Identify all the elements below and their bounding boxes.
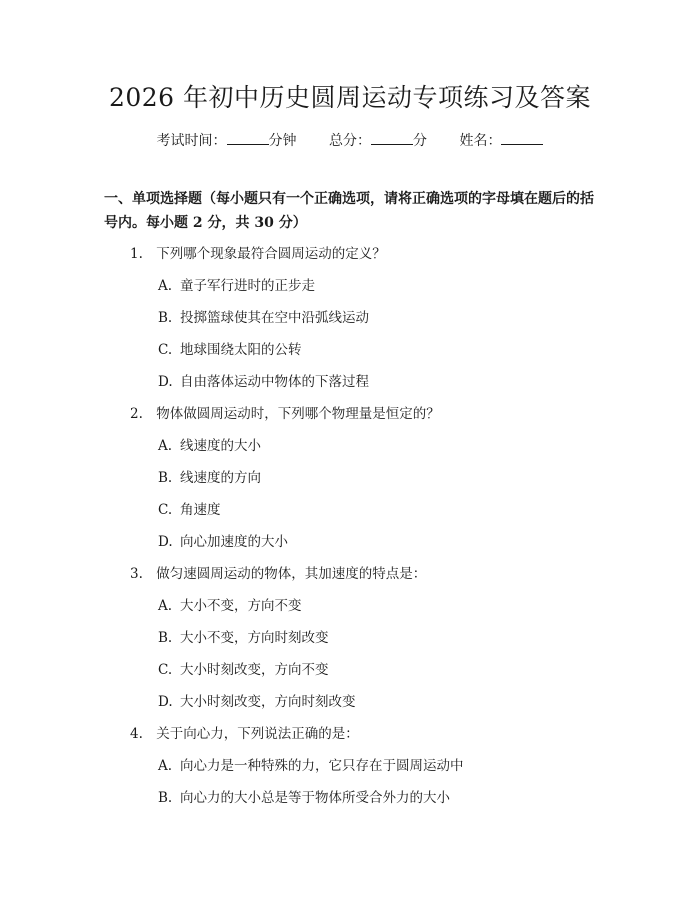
option-text: 投掷篮球使其在空中沿弧线运动 — [180, 310, 369, 326]
section-heading: 一、单项选择题（每小题只有一个正确选项，请将正确选项的字母填在题后的括号内。每小题 2 分，共 30 分） — [104, 191, 594, 231]
option-a — [0, 435, 700, 467]
exam-time-unit: 分钟 — [268, 133, 297, 149]
option-letter: C. — [158, 662, 173, 678]
option-c — [0, 339, 700, 371]
option-letter: B. — [158, 790, 173, 806]
option-text: 大小时刻改变，方向不变 — [180, 662, 329, 678]
option-text: 向心加速度的大小 — [180, 534, 288, 550]
option-text: 自由落体运动中物体的下落过程 — [180, 374, 369, 390]
option-letter: D. — [158, 374, 173, 390]
question-stem — [0, 243, 700, 275]
option-c — [0, 499, 700, 531]
option-list — [0, 275, 700, 403]
option-d — [0, 691, 700, 723]
student-name-blank[interactable] — [501, 130, 543, 145]
option-letter: C. — [158, 342, 173, 358]
option-list — [0, 755, 700, 819]
question-stem — [0, 723, 700, 755]
option-text: 向心力是一种特殊的力，它只存在于圆周运动中 — [180, 758, 464, 774]
option-text: 向心力的大小总是等于物体所受合外力的大小 — [180, 790, 450, 806]
option-letter: C. — [158, 502, 173, 518]
option-text: 大小不变，方向不变 — [180, 598, 302, 614]
exam-time-field — [157, 130, 297, 151]
total-score-blank[interactable] — [371, 130, 413, 145]
option-a — [0, 755, 700, 787]
option-letter: A. — [158, 758, 173, 774]
question-4 — [0, 723, 700, 819]
option-a — [0, 275, 700, 307]
option-letter: A. — [158, 598, 173, 614]
student-name-field — [459, 130, 543, 151]
option-c — [0, 659, 700, 691]
student-name-label: 姓名： — [459, 133, 502, 149]
option-letter: D. — [158, 694, 173, 710]
option-letter: A. — [158, 278, 173, 294]
option-b — [0, 307, 700, 339]
total-score-label: 总分： — [329, 133, 371, 149]
option-letter: A. — [158, 438, 173, 454]
question-stem — [0, 563, 700, 595]
option-text: 大小不变，方向时刻改变 — [180, 630, 329, 646]
option-letter: B. — [158, 470, 173, 486]
question-number: 2. — [130, 406, 143, 422]
question-stem — [0, 403, 700, 435]
exam-time-blank[interactable] — [227, 130, 269, 145]
option-b — [0, 467, 700, 499]
question-number: 3. — [130, 566, 143, 582]
question-list — [0, 243, 700, 819]
option-text: 线速度的方向 — [180, 470, 261, 486]
option-b — [0, 787, 700, 819]
page-title: 2026 年初中历史圆周运动专项练习及答案 — [108, 83, 592, 112]
option-a — [0, 595, 700, 627]
option-d — [0, 371, 700, 403]
option-b — [0, 627, 700, 659]
exam-info — [0, 130, 700, 151]
question-number: 1. — [130, 246, 143, 262]
option-list — [0, 595, 700, 723]
question-text: 关于向心力，下列说法正确的是： — [156, 726, 359, 742]
option-letter: B. — [158, 310, 173, 326]
question-text: 做匀速圆周运动的物体，其加速度的特点是： — [156, 566, 427, 582]
question-3 — [0, 563, 700, 723]
question-text: 下列哪个现象最符合圆周运动的定义？ — [156, 246, 386, 262]
option-list — [0, 435, 700, 563]
option-text: 线速度的大小 — [180, 438, 261, 454]
question-number: 4. — [130, 726, 143, 742]
question-text: 物体做圆周运动时，下列哪个物理量是恒定的？ — [156, 406, 440, 422]
total-score-field — [329, 130, 427, 151]
option-text: 童子军行进时的正步走 — [180, 278, 315, 294]
question-1 — [0, 243, 700, 403]
option-letter: D. — [158, 534, 173, 550]
exam-time-label: 考试时间： — [156, 133, 227, 149]
total-score-unit: 分 — [413, 133, 427, 149]
option-text: 大小时刻改变，方向时刻改变 — [180, 694, 356, 710]
option-letter: B. — [158, 630, 173, 646]
option-d — [0, 531, 700, 563]
question-2 — [0, 403, 700, 563]
option-text: 地球围绕太阳的公转 — [180, 342, 302, 358]
option-text: 角速度 — [180, 502, 221, 518]
